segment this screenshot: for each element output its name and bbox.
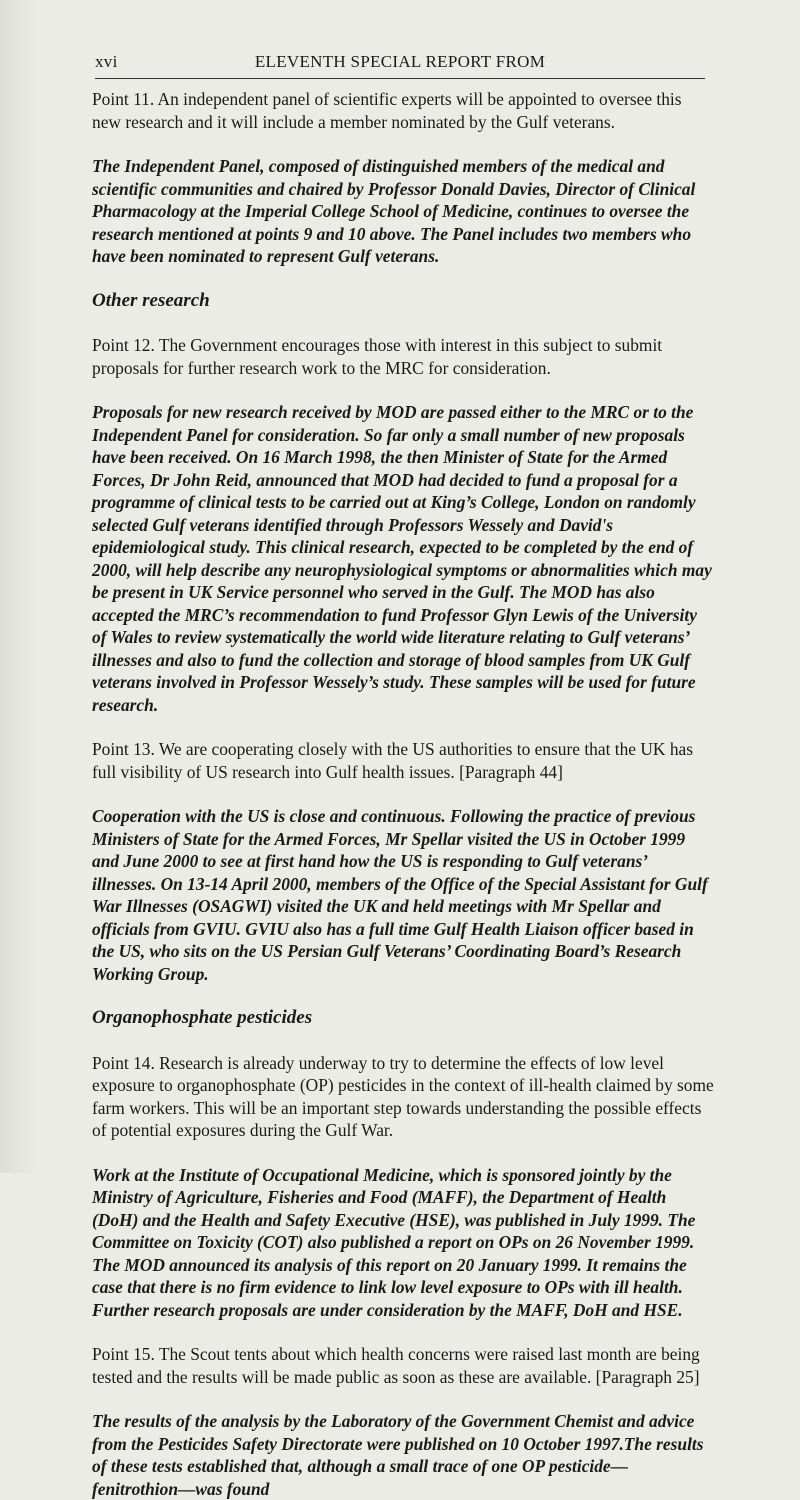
response-13: Cooperation with the US is close and continuous. Following the practice of previous Ministers of State for the Armed Forces, Mr Spellar visited the US in October 1999 and June 2000 to see at first hand how the US is responding to Gulf veterans’ illnesses. On 13-14 April 2000, members of the Office of the Special Assistant for Gulf War Illnesses (OSAGWI) visited the UK and held meetings with Mr Spellar and officials from GVIU. GVIU also has a full time Gulf Health Liaison officer based in the US, who sits on the US Persian Gulf Veterans’ Coordinating Board’s Research Working Group. (92, 806, 708, 984)
point-11: Point 11. An independent panel of scientific experts will be appointed to oversee this new research and it will include a member nominated by the Gulf veterans. (92, 89, 682, 132)
report-body (92, 88, 714, 1500)
point-15: Point 15. The Scout tents about which health concerns were raised last month are being tested and the results will be made public as soon as these are available. [Paragraph 25] (92, 1344, 700, 1387)
point-14: Point 14. Research is already underway to try to determine the effects of low level exposure to organophosphate (OP) pesticides in the context of ill-health claimed by some farm workers. This will be an important step towards understanding the possible effects of potential exposures during the Gulf War. (92, 1052, 714, 1140)
page-edge-shadow (0, 0, 40, 1173)
heading-organophosphate-pesticides: Organophosphate pesticides (92, 1007, 313, 1028)
response-15: The results of the analysis by the Laboratory of the Government Chemist and advice from the Pesticides Safety Directorate were published on 10 October 1997.The results of these tests established that, although a small trace of one OP pesticide—fenitrothion—was found (92, 1411, 704, 1499)
point-13: Point 13. We are cooperating closely with the US authorities to ensure that the UK has full visibility of US research into Gulf health issues. [Paragraph 44] (92, 739, 694, 782)
response-14: Work at the Institute of Occupational Medicine, which is sponsored jointly by the Ministry of Agriculture, Fisheries and Food (MAFF), the Department of Health (DoH) and the Health and Safety Executive (HSE), was published in July 1999. The Committee on Toxicity (COT) also published a report on OPs on 26 November 1999. The MOD announced its analysis of this report on 20 January 1999. It remains the case that there is no firm evidence to link low level exposure to OPs with ill health. Further research proposals are under consideration by the MAFF, DoH and HSE. (92, 1164, 696, 1320)
running-title: ELEVENTH SPECIAL REPORT FROM (254, 52, 546, 71)
running-header (95, 52, 705, 79)
response-11: The Independent Panel, composed of distinguished members of the medical and scientific communities and chaired by Professor Donald Davies, Director of Clinical Pharmacology at the Imperial College School of Medicine, continues to oversee the research mentioned at points 9 and 10 above. The Panel includes two members who have been nominated to represent Gulf veterans. (92, 156, 696, 266)
response-12: Proposals for new research received by MOD are passed either to the MRC or to the Independent Panel for consideration. So far only a small number of new proposals have been received. On 16 March 1998, the then Minister of State for the Armed Forces, Dr John Reid, announced that MOD had decided to fund a proposal for a programme of clinical tests to be carried out at King’s College, London on randomly selected Gulf veterans identified through Professors Wessely and David's epidemiological study. This clinical research, expected to be completed by the end of 2000, will help describe any neurophysiological symptoms or abnormalities which may be present in UK Service personnel who served in the Gulf. The MOD has also accepted the MRC’s recommendation to fund Professor Glyn Lewis of the University of Wales to review systematically the world wide literature relating to Gulf veterans’ illnesses and also to fund the collection and storage of blood samples from UK Gulf veterans involved in Professor Wessely’s study. These samples will be used for future research. (92, 402, 712, 715)
page-number: xvi (95, 52, 118, 71)
heading-other-research: Other research (92, 289, 210, 311)
point-12: Point 12. The Government encourages those with interest in this subject to submit proposals for further research work to the MRC for consideration. (92, 335, 663, 378)
